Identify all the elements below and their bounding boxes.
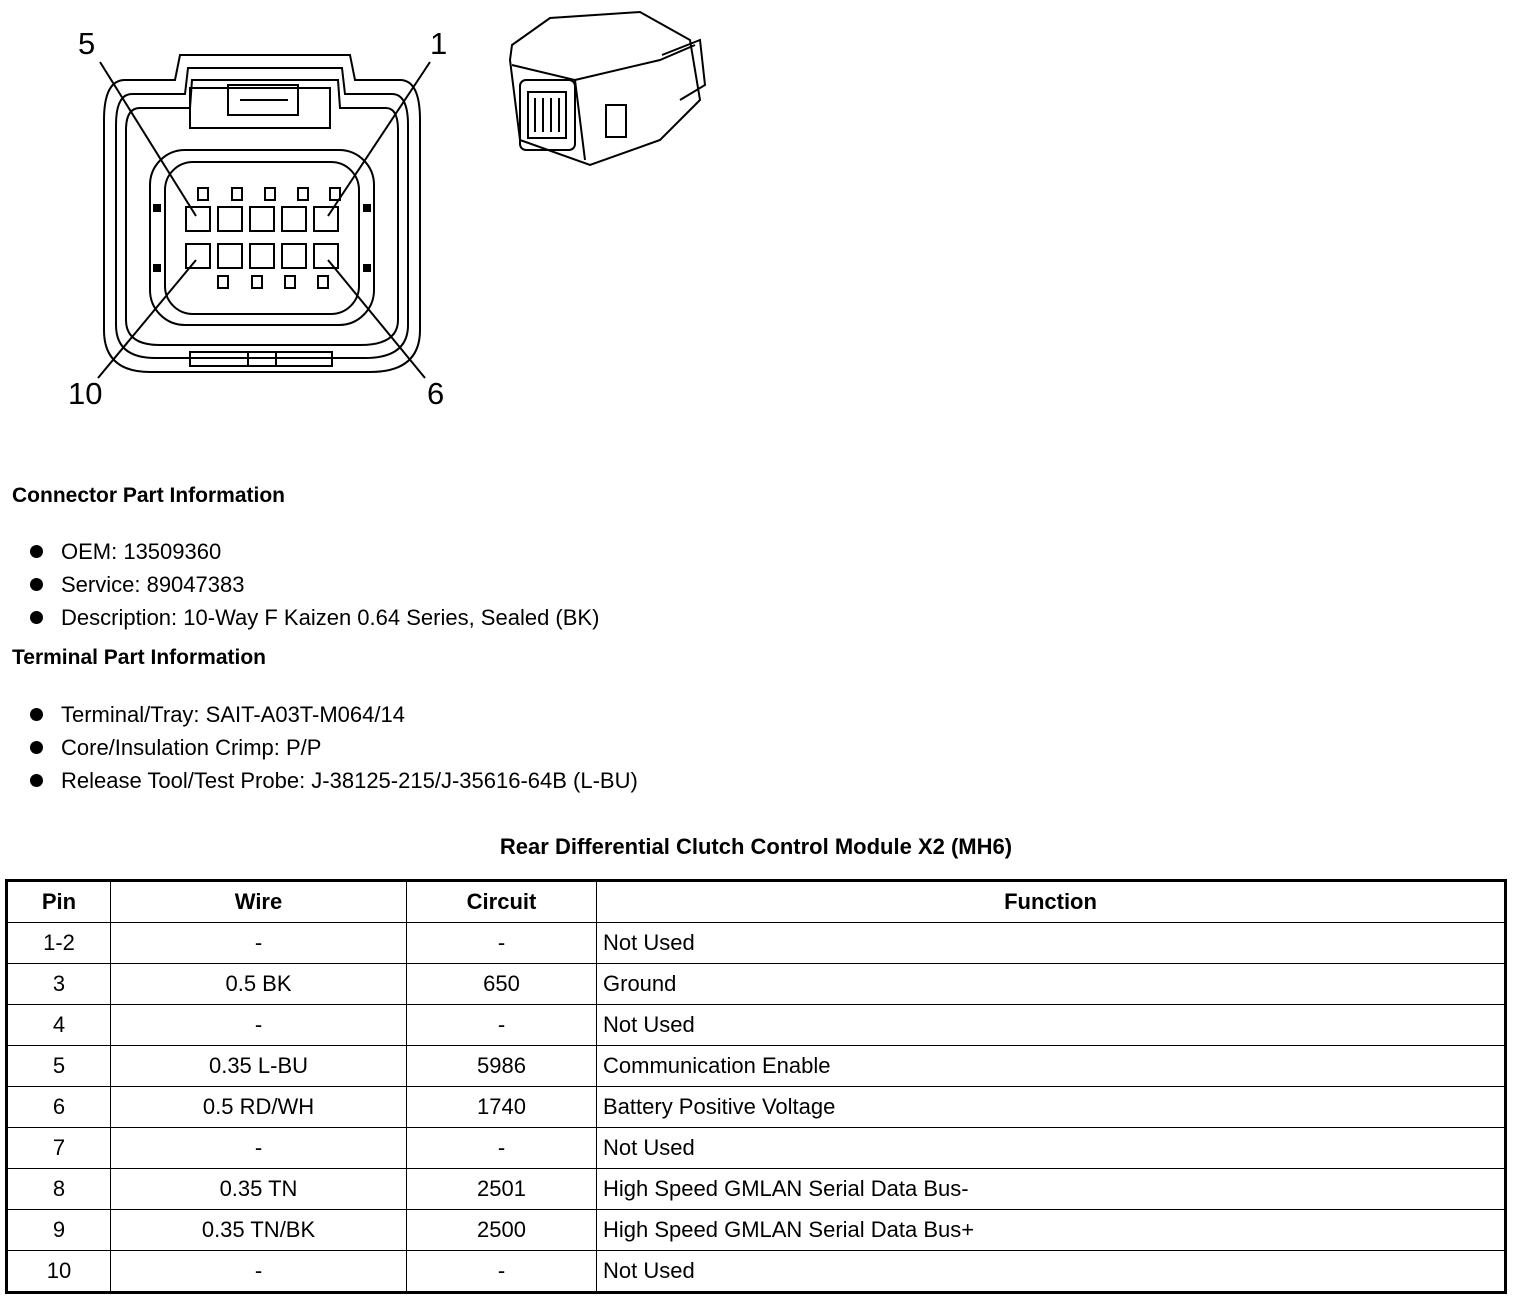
function-cell: Not Used <box>597 1005 1506 1046</box>
function-cell: Not Used <box>597 1128 1506 1169</box>
pin-cell: 3 <box>7 964 111 1005</box>
circuit-cell: - <box>407 1251 597 1293</box>
connector-info-heading: Connector Part Information <box>12 484 286 507</box>
function-cell: Not Used <box>597 1251 1506 1293</box>
connector-face-drawing <box>0 0 760 440</box>
wire-cell: 0.5 RD/WH <box>111 1087 407 1128</box>
table-row <box>7 1046 1506 1087</box>
list-item: Service: 89047383 <box>28 568 599 601</box>
pin-cell: 4 <box>7 1005 111 1046</box>
circuit-cell: - <box>407 1128 597 1169</box>
pin-cell: 7 <box>7 1128 111 1169</box>
circuit-cell: 1740 <box>407 1087 597 1128</box>
list-item: Terminal/Tray: SAIT-A03T-M064/14 <box>28 698 638 731</box>
wire-cell: 0.5 BK <box>111 964 407 1005</box>
connector-info-list <box>28 535 599 634</box>
circuit-cell: 5986 <box>407 1046 597 1087</box>
circuit-cell: - <box>407 923 597 964</box>
table-row <box>7 923 1506 964</box>
list-item: OEM: 13509360 <box>28 535 599 568</box>
column-header-wire: Wire <box>111 881 407 923</box>
function-cell: Battery Positive Voltage <box>597 1087 1506 1128</box>
column-header-pin: Pin <box>7 881 111 923</box>
table-title: Rear Differential Clutch Control Module X2 (MH6) <box>499 834 1013 859</box>
pin-cell: 5 <box>7 1046 111 1087</box>
table-row <box>7 1169 1506 1210</box>
function-cell: High Speed GMLAN Serial Data Bus+ <box>597 1210 1506 1251</box>
terminal-info-list <box>28 698 638 797</box>
wire-cell: - <box>111 1128 407 1169</box>
wire-cell: 0.35 L-BU <box>111 1046 407 1087</box>
table-row <box>7 1210 1506 1251</box>
pin-cell: 6 <box>7 1087 111 1128</box>
function-cell: Communication Enable <box>597 1046 1506 1087</box>
pin-6-callout: 6 <box>427 376 445 411</box>
connector-diagram <box>0 0 760 440</box>
table-row <box>7 964 1506 1005</box>
table-row <box>7 1005 1506 1046</box>
pin-cell: 1-2 <box>7 923 111 964</box>
pinout-table <box>5 879 1507 1294</box>
wire-cell: - <box>111 923 407 964</box>
table-row <box>7 1128 1506 1169</box>
circuit-cell: 2500 <box>407 1210 597 1251</box>
pin-cell: 9 <box>7 1210 111 1251</box>
pin-1-callout: 1 <box>430 26 448 61</box>
wire-cell: 0.35 TN/BK <box>111 1210 407 1251</box>
wire-cell: - <box>111 1251 407 1293</box>
wire-cell: 0.35 TN <box>111 1169 407 1210</box>
column-header-function: Function <box>597 881 1506 923</box>
table-header-row <box>7 881 1506 923</box>
circuit-cell: 650 <box>407 964 597 1005</box>
table-row <box>7 1251 1506 1293</box>
function-cell: Ground <box>597 964 1506 1005</box>
pin-10-callout: 10 <box>68 376 103 411</box>
list-item: Release Tool/Test Probe: J-38125-215/J-35616-64B (L-BU) <box>28 764 638 797</box>
pin-cell: 8 <box>7 1169 111 1210</box>
list-item: Description: 10-Way F Kaizen 0.64 Series, Sealed (BK) <box>28 601 599 634</box>
pin-5-callout: 5 <box>78 26 96 61</box>
connector-3d-view <box>510 12 705 165</box>
column-header-circuit: Circuit <box>407 881 597 923</box>
wire-cell: - <box>111 1005 407 1046</box>
function-cell: High Speed GMLAN Serial Data Bus- <box>597 1169 1506 1210</box>
terminal-info-heading: Terminal Part Information <box>12 646 266 669</box>
circuit-cell: 2501 <box>407 1169 597 1210</box>
function-cell: Not Used <box>597 923 1506 964</box>
table-row <box>7 1087 1506 1128</box>
pin-cell: 10 <box>7 1251 111 1293</box>
circuit-cell: - <box>407 1005 597 1046</box>
list-item: Core/Insulation Crimp: P/P <box>28 731 638 764</box>
